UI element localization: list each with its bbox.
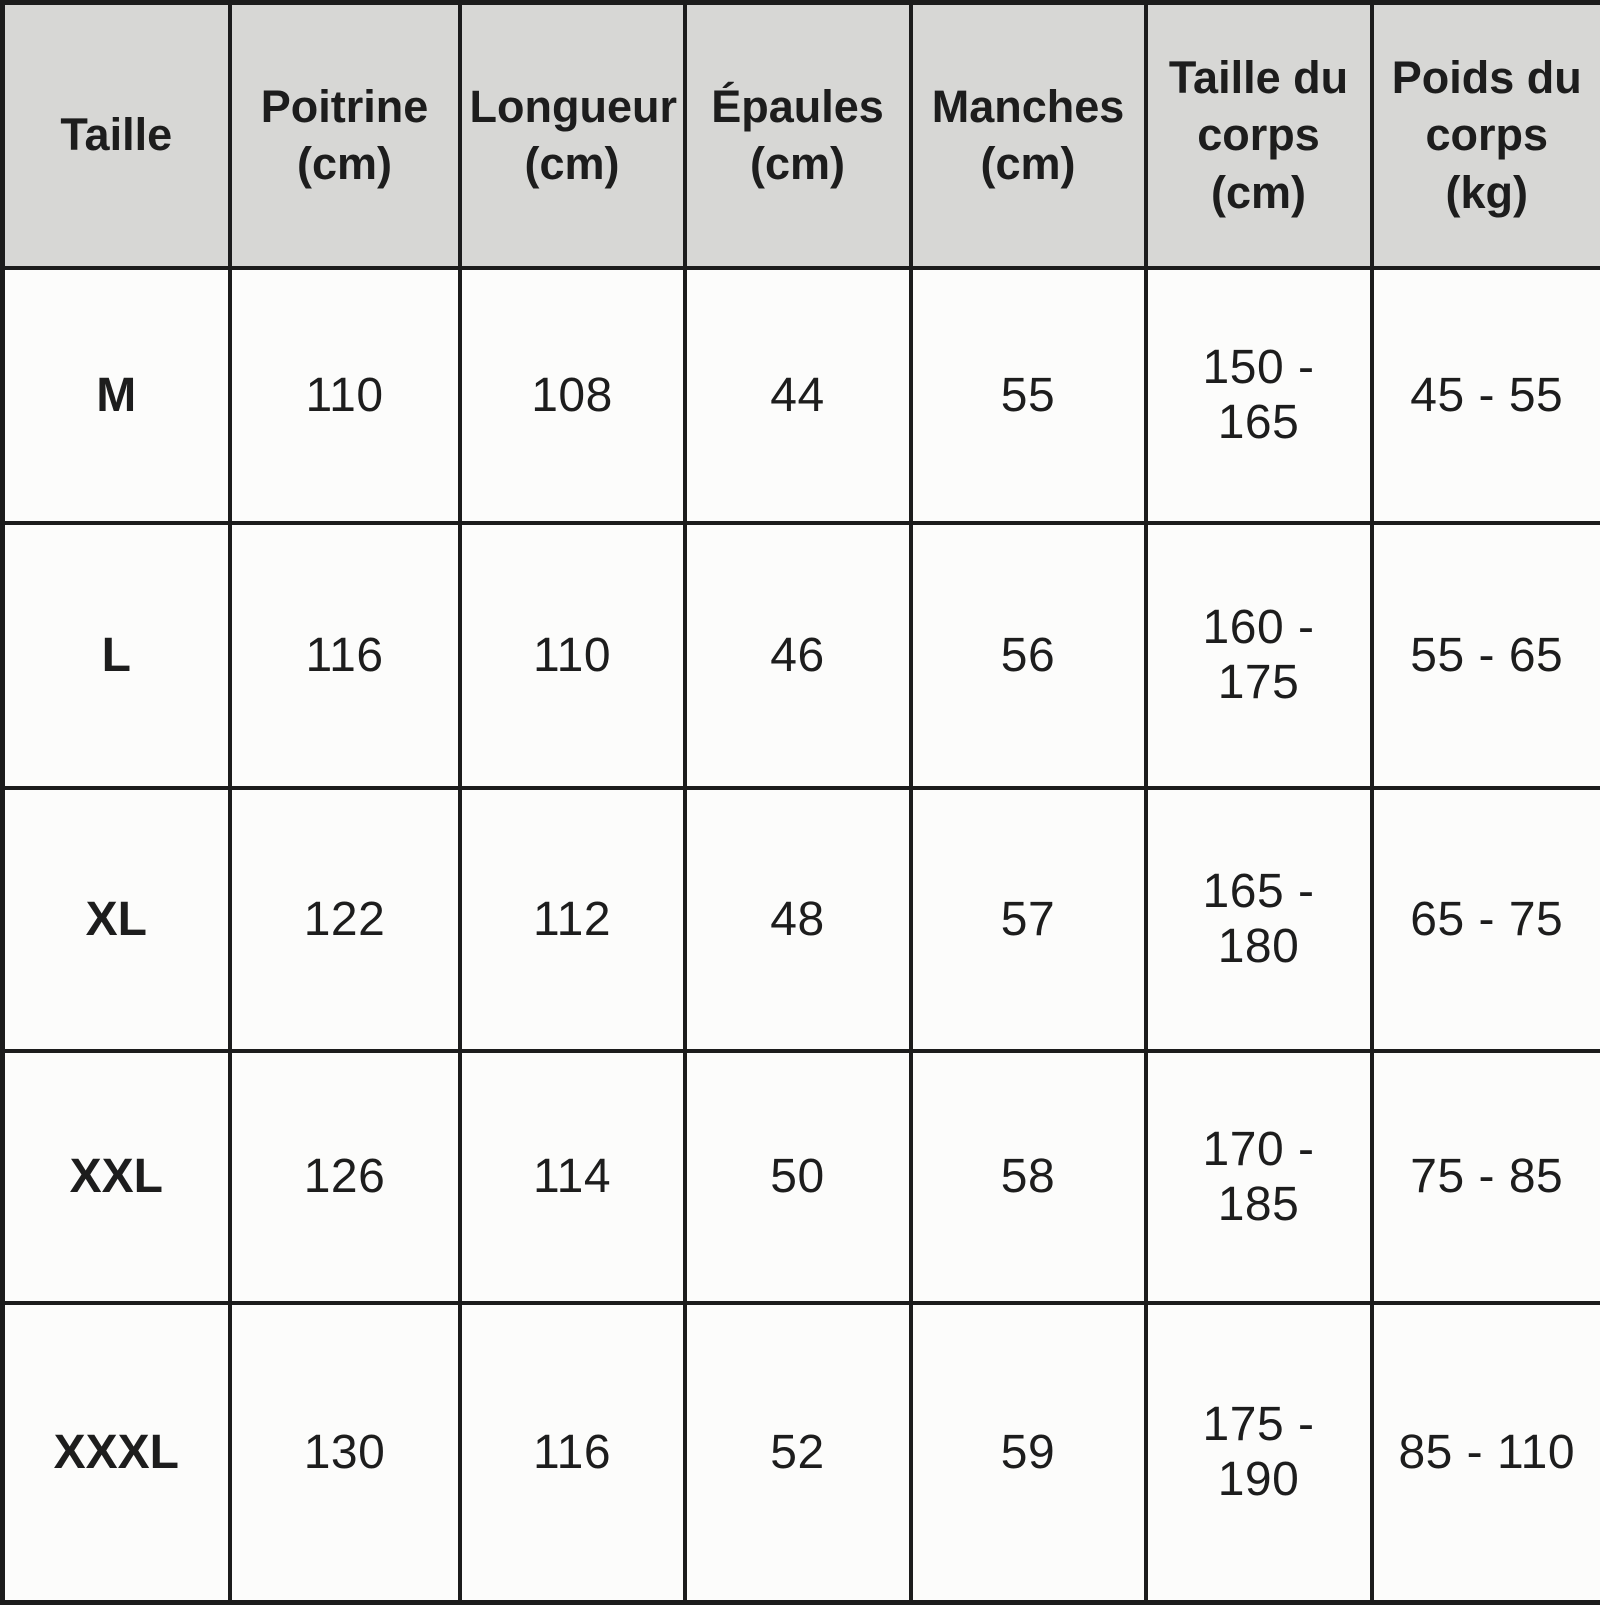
measurement-cell-taille-corps: 175 - 190 <box>1146 1303 1372 1603</box>
measurement-cell-poids-corps: 75 - 85 <box>1372 1051 1600 1303</box>
measurement-cell-longueur: 116 <box>460 1303 685 1603</box>
size-label-cell: M <box>3 268 230 523</box>
column-header-epaules: Épaules (cm) <box>685 3 911 268</box>
measurement-cell-poids-corps: 65 - 75 <box>1372 788 1600 1051</box>
measurement-cell-manches: 56 <box>911 523 1146 788</box>
measurement-cell-manches: 59 <box>911 1303 1146 1603</box>
size-label-cell: XXL <box>3 1051 230 1303</box>
measurement-cell-epaules: 52 <box>685 1303 911 1603</box>
table-row-xl <box>3 788 1600 1051</box>
column-header-manches: Manches (cm) <box>911 3 1146 268</box>
column-header-taille: Taille <box>3 3 230 268</box>
measurement-cell-epaules: 46 <box>685 523 911 788</box>
table-row-xxxl <box>3 1303 1600 1603</box>
measurement-cell-poids-corps: 45 - 55 <box>1372 268 1600 523</box>
table-row-m <box>3 268 1600 523</box>
measurement-cell-taille-corps: 170 - 185 <box>1146 1051 1372 1303</box>
measurement-cell-epaules: 48 <box>685 788 911 1051</box>
measurement-cell-manches: 58 <box>911 1051 1146 1303</box>
measurement-cell-epaules: 50 <box>685 1051 911 1303</box>
column-header-taille-du-corps: Taille du corps (cm) <box>1146 3 1372 268</box>
table-row-xxl <box>3 1051 1600 1303</box>
measurement-cell-manches: 57 <box>911 788 1146 1051</box>
measurement-cell-poitrine: 116 <box>230 523 460 788</box>
measurement-cell-poitrine: 126 <box>230 1051 460 1303</box>
measurement-cell-epaules: 44 <box>685 268 911 523</box>
measurement-cell-poitrine: 130 <box>230 1303 460 1603</box>
table-row-l <box>3 523 1600 788</box>
measurement-cell-longueur: 110 <box>460 523 685 788</box>
size-label-cell: L <box>3 523 230 788</box>
measurement-cell-poids-corps: 55 - 65 <box>1372 523 1600 788</box>
measurement-cell-longueur: 112 <box>460 788 685 1051</box>
measurement-cell-poids-corps: 85 - 110 <box>1372 1303 1600 1603</box>
measurement-cell-taille-corps: 150 - 165 <box>1146 268 1372 523</box>
column-header-poids-du-corps: Poids du corps (kg) <box>1372 3 1600 268</box>
measurement-cell-poitrine: 110 <box>230 268 460 523</box>
measurement-cell-taille-corps: 160 - 175 <box>1146 523 1372 788</box>
size-label-cell: XL <box>3 788 230 1051</box>
column-header-longueur: Longueur (cm) <box>460 3 685 268</box>
column-header-poitrine: Poitrine (cm) <box>230 3 460 268</box>
measurement-cell-manches: 55 <box>911 268 1146 523</box>
measurement-cell-poitrine: 122 <box>230 788 460 1051</box>
measurement-cell-longueur: 114 <box>460 1051 685 1303</box>
size-label-cell: XXXL <box>3 1303 230 1603</box>
header-row <box>3 3 1600 268</box>
measurement-cell-longueur: 108 <box>460 268 685 523</box>
measurement-cell-taille-corps: 165 - 180 <box>1146 788 1372 1051</box>
